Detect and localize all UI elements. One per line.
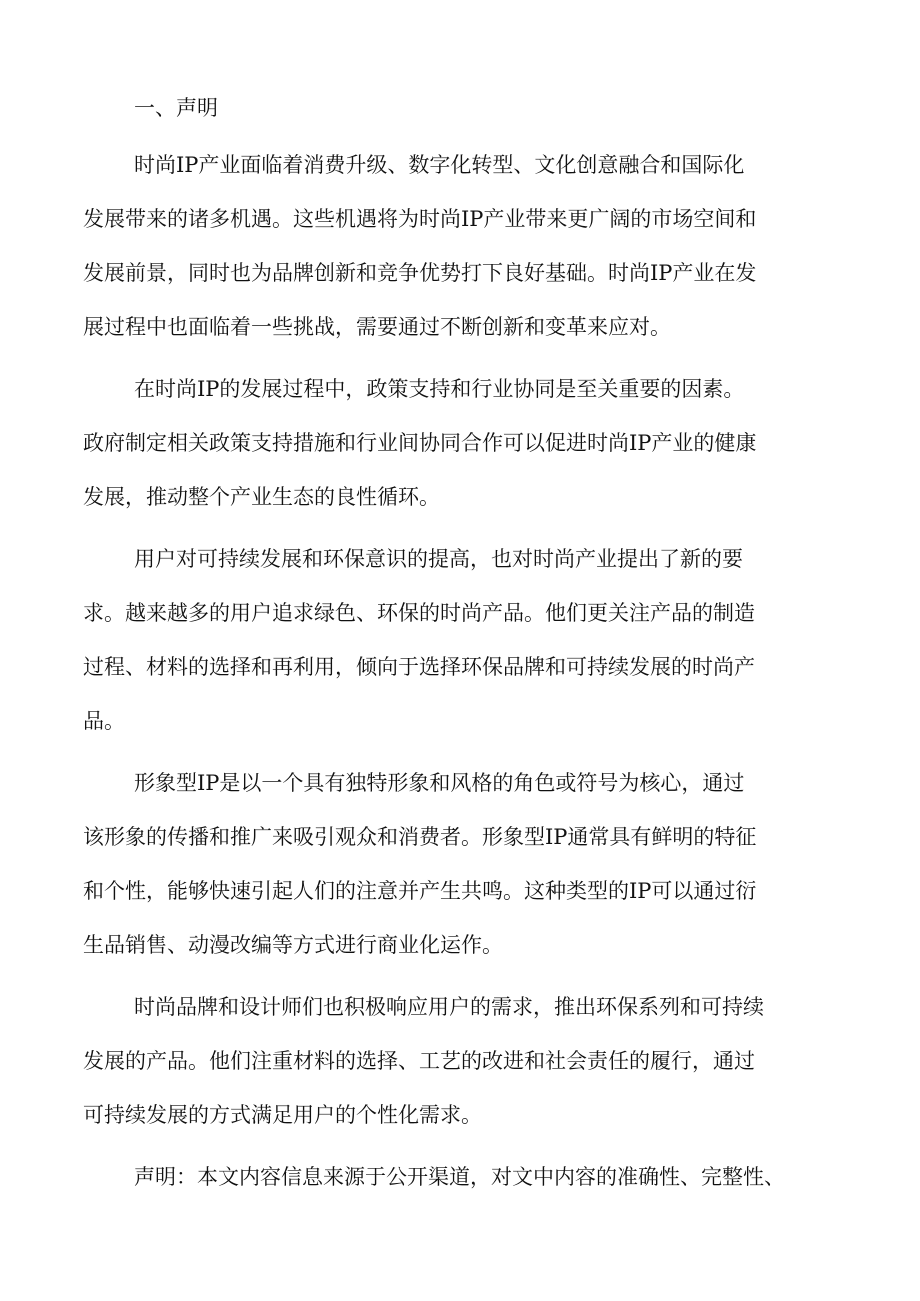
paragraph-line: 和个性，能够快速引起人们的注意并产生共鸣。这种类型的IP可以通过衍 — [83, 879, 757, 903]
paragraph-line: 品。 — [83, 709, 125, 733]
paragraph-line: 发展带来的诸多机遇。这些机遇将为时尚IP产业带来更广阔的市场空间和 — [83, 207, 757, 231]
disclaimer-line: 声明：本文内容信息来源于公开渠道，对文中内容的准确性、完整性、 — [134, 1165, 785, 1189]
paragraph-line: 发展前景，同时也为品牌创新和竞争优势打下良好基础。时尚IP产业在发 — [83, 261, 757, 285]
paragraph-line: 可持续发展的方式满足用户的个性化需求。 — [83, 1103, 482, 1127]
paragraph-line: 发展的产品。他们注重材料的选择、工艺的改进和社会责任的履行，通过 — [83, 1049, 755, 1073]
paragraph-line: 该形象的传播和推广来吸引观众和消费者。形象型IP通常具有鲜明的特征 — [83, 825, 757, 849]
paragraph-line: 求。越来越多的用户追求绿色、环保的时尚产品。他们更关注产品的制造 — [83, 601, 755, 625]
paragraph-line: 生品销售、动漫改编等方式进行商业化运作。 — [83, 933, 503, 957]
paragraph-line: 政府制定相关政策支持措施和行业间协同合作可以促进时尚IP产业的健康 — [83, 431, 757, 455]
section-heading: 一、声明 — [134, 96, 218, 120]
paragraph-line: 时尚品牌和设计师们也积极响应用户的需求，推出环保系列和可持续 — [134, 995, 764, 1019]
paragraph-line: 发展，推动整个产业生态的良性循环。 — [83, 485, 440, 509]
paragraph-line: 在时尚IP的发展过程中，政策支持和行业协同是至关重要的因素。 — [134, 377, 745, 401]
paragraph-line: 展过程中也面临着一些挑战，需要通过不断创新和变革来应对。 — [83, 315, 671, 339]
paragraph-line: 用户对可持续发展和环保意识的提高，也对时尚产业提出了新的要 — [134, 547, 743, 571]
paragraph-line: 形象型IP是以一个具有独特形象和风格的角色或符号为核心，通过 — [134, 771, 745, 795]
paragraph-line: 过程、材料的选择和再利用，倾向于选择环保品牌和可持续发展的时尚产 — [83, 655, 755, 679]
paragraph-line: 时尚IP产业面临着消费升级、数字化转型、文化创意融合和国际化 — [134, 153, 745, 177]
